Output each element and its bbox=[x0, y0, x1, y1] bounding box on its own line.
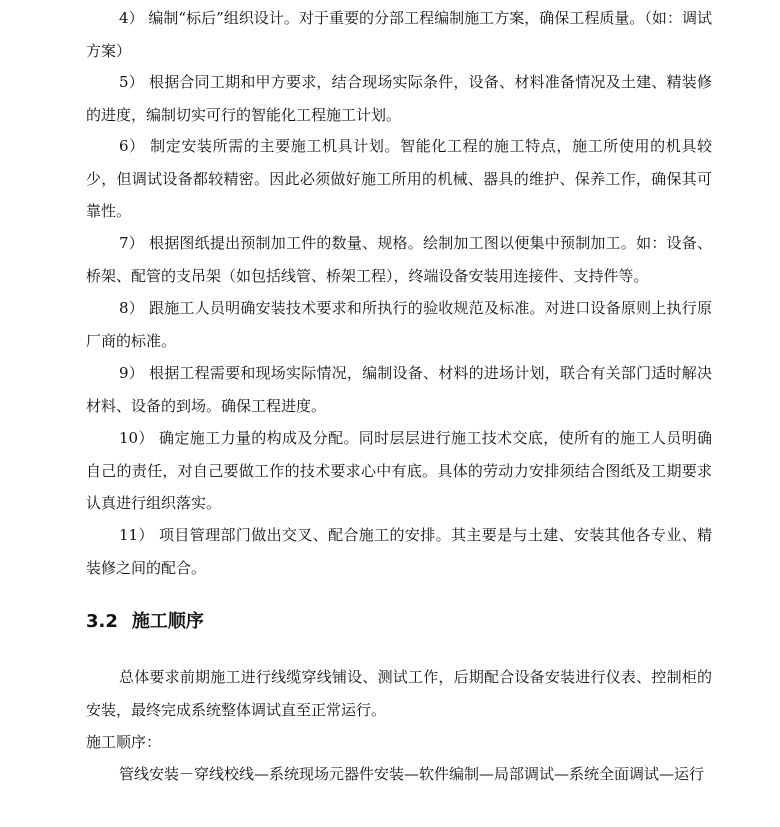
paragraph-item-8: 8） 跟施工人员明确安装技术要求和所执行的验收规范及标准。对进口设备原则上执行原厂商的标准。 bbox=[86, 299, 712, 350]
paragraph-item-11: 11） 项目管理部门做出交叉、配合施工的安排。其主要是与土建、安装其他各专业、精装修之间的配合。 bbox=[86, 526, 712, 577]
section-heading bbox=[86, 606, 204, 638]
paragraph-item-7: 7） 根据图纸提出预制加工件的数量、规格。绘制加工图以便集中预制加工。如：设备、桥架、配管的支吊架（如包括线管、桥架工程），终端设备安装用连接件、支持件等。 bbox=[86, 234, 712, 285]
paragraph-item-5: 5） 根据合同工期和甲方要求，结合现场实际条件，设备、材料准备情况及土建、精装修的进度，编制切实可行的智能化工程施工计划。 bbox=[86, 73, 712, 124]
intro-paragraph: 总体要求前期施工进行线缆穿线铺设、测试工作，后期配合设备安装进行仪表、控制柜的安装，最终完成系统整体调试直至正常运行。 bbox=[86, 668, 712, 719]
section-number: 3.2 bbox=[86, 611, 118, 632]
paragraph-item-9: 9） 根据工程需要和现场实际情况，编制设备、材料的进场计划，联合有关部门适时解决材料、设备的到场。确保工程进度。 bbox=[86, 364, 712, 415]
sequence-paragraph: 管线安装－穿线校线—系统现场元器件安装—软件编制—局部调试—系统全面调试—运行 bbox=[119, 765, 705, 783]
paragraph-item-6: 6） 制定安装所需的主要施工机具计划。智能化工程的施工特点，施工所使用的机具较少，但调试设备都较精密。因此必须做好施工所用的机械、器具的维护、保养工作，确保其可靠性。 bbox=[86, 137, 712, 220]
paragraph-item-10: 10） 确定施工力量的构成及分配。同时层层进行施工技术交底，使所有的施工人员明确自己的责任，对自己要做工作的技术要求心中有底。具体的劳动力安排须结合图纸及工期要求认真进行组织落实。 bbox=[86, 429, 712, 512]
section-title: 施工顺序 bbox=[131, 611, 204, 632]
sequence-label: 施工顺序： bbox=[86, 733, 162, 751]
paragraph-item-4: 4） 编制“标后”组织设计。对于重要的分部工程编制施工方案，确保工程质量。（如：调试方案） bbox=[86, 9, 712, 60]
